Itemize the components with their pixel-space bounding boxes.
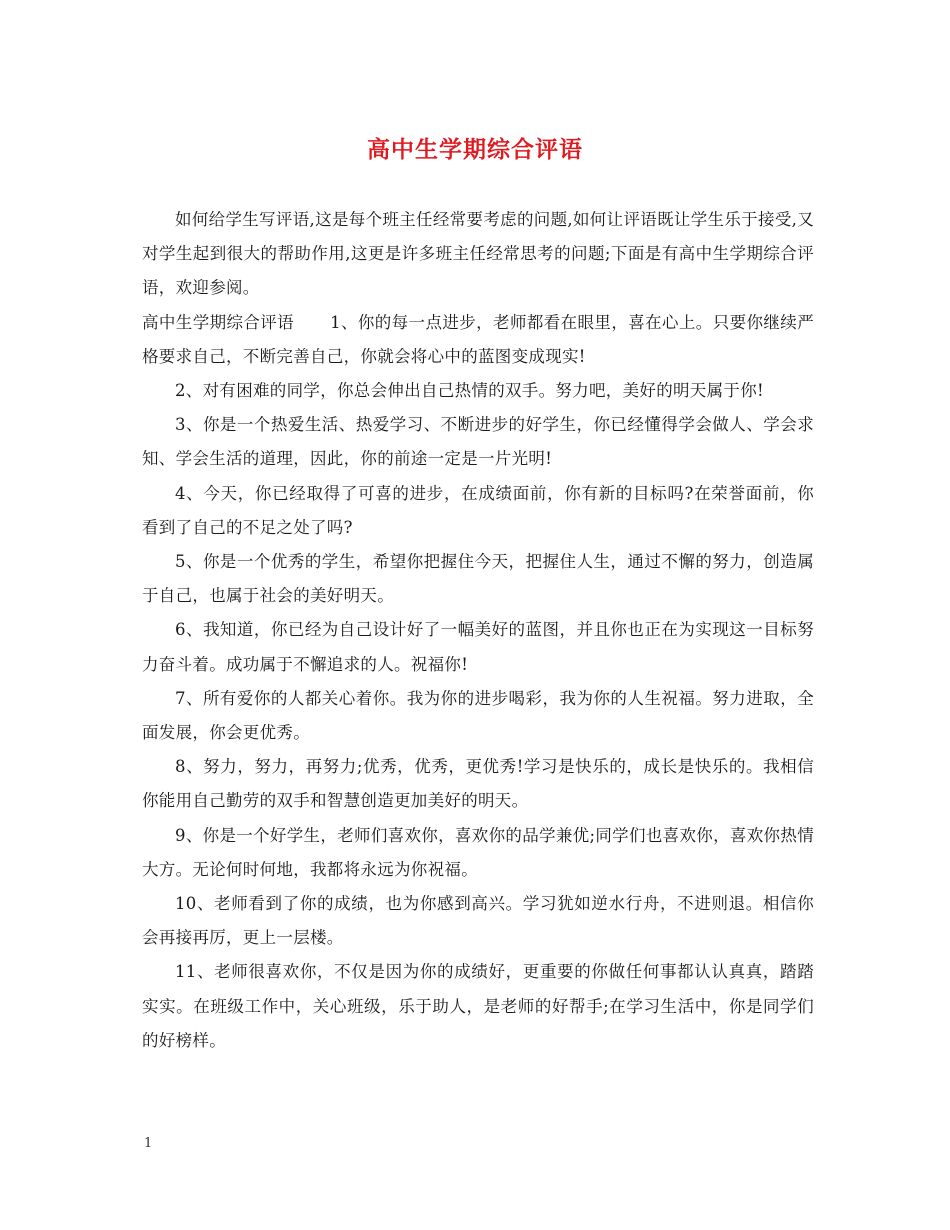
comment-item-8: 8、努力，努力，再努力;优秀，优秀，更优秀!学习是快乐的，成长是快乐的。我相信你能用自己勤劳的双手和智慧创造更加美好的明天。 bbox=[142, 757, 814, 811]
intro-paragraph: 如何给学生写评语,这是每个班主任经常要考虑的问题,如何让评语既让学生乐于接受,又对学生起到很大的帮助作用,这更是许多班主任经常思考的问题;下面是有高中生学期综合评语，欢迎参阅。 bbox=[142, 210, 814, 298]
comment-item-2: 2、对有困难的同学，你总会伸出自己热情的双手。努力吧，美好的明天属于你! bbox=[175, 381, 764, 401]
comment-item-11: 11、老师很喜欢你，不仅是因为你的成绩好，更重要的你做任何事都认认真真，踏踏实实。在班级工作中，关心班级，乐于助人，是老师的好帮手;在学习生活中，你是同学们的好榜样。 bbox=[142, 962, 814, 1050]
first-comment-paragraph bbox=[142, 306, 814, 374]
page-number: 1 bbox=[144, 1136, 153, 1151]
document-title: 高中生学期综合评语 bbox=[367, 136, 583, 163]
section-label: 高中生学期综合评语 bbox=[142, 312, 295, 332]
comment-item-1: 1、你的每一点进步，老师都看在眼里，喜在心上。只要你继续严格要求自己，不断完善自己，你就会将心中的蓝图变成现实! bbox=[142, 312, 814, 366]
comment-item-3: 3、你是一个热爱生活、热爱学习、不断进步的好学生，你已经懂得学会做人、学会求知、学会生活的道理，因此，你的前途一定是一片光明! bbox=[142, 415, 814, 469]
comment-item-4: 4、今天，你已经取得了可喜的进步，在成绩面前，你有新的目标吗?在荣誉面前，你看到了自己的不足之处了吗? bbox=[142, 483, 814, 537]
comment-item-5: 5、你是一个优秀的学生，希望你把握住今天，把握住人生，通过不懈的努力，创造属于自己，也属于社会的美好明天。 bbox=[142, 552, 814, 606]
document-body bbox=[142, 203, 814, 1058]
comment-item-6: 6、我知道，你已经为自己设计好了一幅美好的蓝图，并且你也正在为实现这一目标努力奋斗着。成功属于不懈追求的人。祝福你! bbox=[142, 620, 814, 674]
comment-item-10: 10、老师看到了你的成绩，也为你感到高兴。学习犹如逆水行舟，不进则退。相信你会再接再厉，更上一层楼。 bbox=[142, 894, 814, 948]
comment-item-7: 7、所有爱你的人都关心着你。我为你的进步喝彩，我为你的人生祝福。努力进取，全面发展，你会更优秀。 bbox=[142, 688, 814, 743]
comment-item-9: 9、你是一个好学生，老师们喜欢你，喜欢你的品学兼优;同学们也喜欢你，喜欢你热情大方。无论何时何地，我都将永远为你祝福。 bbox=[142, 825, 814, 879]
